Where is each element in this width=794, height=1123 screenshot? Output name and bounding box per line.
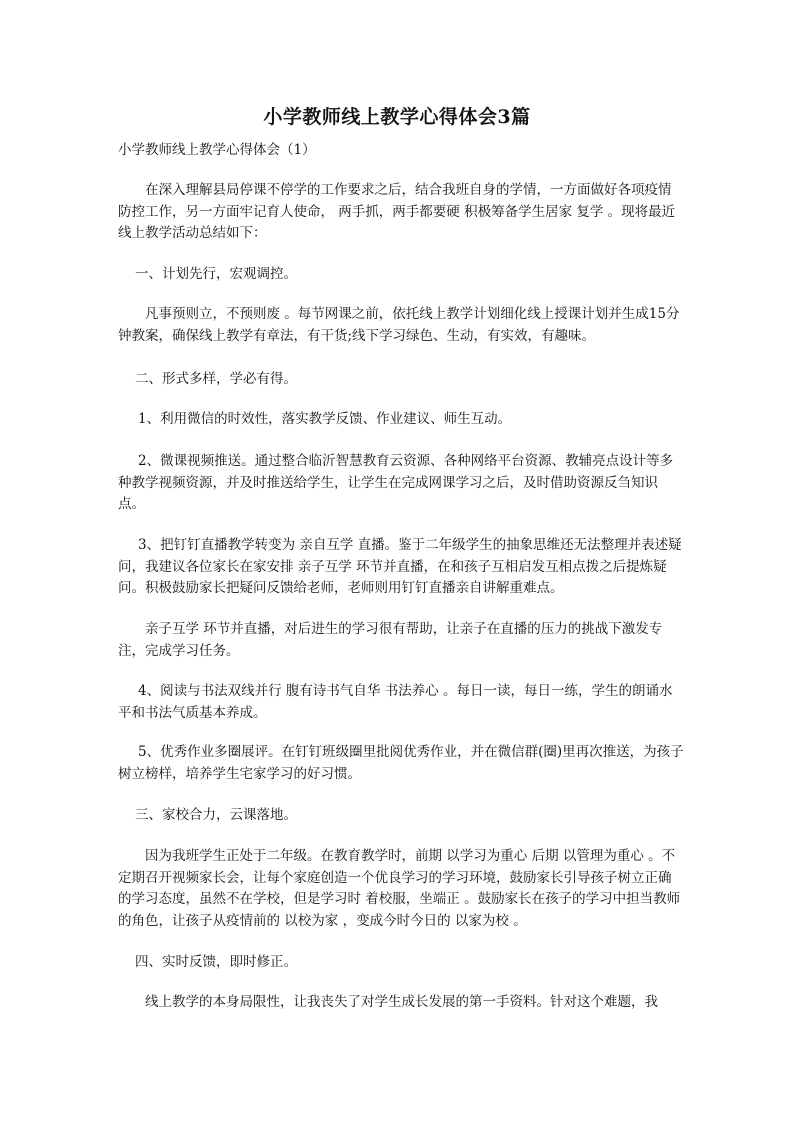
list-item-reading-calligraphy: 4、阅读与书法双线并行 腹有诗书气自华 书法养心 。每日一读，每日一练，学生的朗诵水平和书法气质基本养成。	[118, 683, 673, 721]
section-subtitle: 小学教师线上教学心得体会（1）	[118, 142, 316, 158]
list-item-micro-video: 2、微课视频推送。通过整合临沂智慧教育云资源、各种网络平台资源、教辅亮点设计等多种教学视频资源，并及时推送给学生，让学生在完成网课学习之后，及时借助资源反刍知识点。	[118, 453, 674, 512]
paragraph-home-school: 因为我班学生正处于二年级。在教育教学时，前期 以学习为重心 后期 以管理为重心 。不定期召开视频家长会，让每个家庭创造一个优良学习的学习环境，鼓励家长引导孩子树立正确的学习态度，虽然不在学校，但是学习时 着校服，坐端正 。鼓励家长在孩子的学习中担当教师的角色，让孩子从疫情前的 以校为家 ，变成今时今日的 以家为校 。	[118, 848, 681, 929]
page-title: 小学教师线上教学心得体会3篇	[263, 106, 531, 128]
list-item-homework-showcase: 5、优秀作业多圈展评。在钉钉班级圈里批阅优秀作业，并在微信群(圈)里再次推送，为孩子树立榜样，培养学生宅家学习的好习惯。	[118, 744, 684, 782]
list-item-dingding-live: 3、把钉钉直播教学转变为 亲自互学 直播。鉴于二年级学生的抽象思维还无法整理并表述疑问，我建议各位家长在家安排 亲子互学 环节并直播，在和孩子互相启发互相点拨之后提炼疑问。积极鼓励家长把疑问反馈给老师，老师则用钉钉直播亲自讲解重难点。	[118, 537, 682, 596]
paragraph-parent-child: 亲子互学 环节并直播，对后进生的学习很有帮助，让亲子在直播的压力的挑战下激发专注，完成学习任务。	[118, 621, 663, 659]
list-item-wechat: 1、利用微信的时效性，落实教学反馈、作业建议、师生互动。	[138, 411, 512, 427]
heading-diverse-forms: 二、形式多样，学必有得。	[135, 371, 297, 387]
paragraph-feedback: 线上教学的本身局限性，让我丧失了对学生成长发展的第一手资料。针对这个难题，我	[145, 994, 658, 1010]
heading-feedback: 四、实时反馈，即时修正。	[135, 954, 297, 970]
paragraph-intro: 在深入理解县局停课不停学的工作要求之后，结合我班自身的学情，一方面做好各项疫情防控工作，另一方面牢记育人使命， 两手抓，两手都要硬 积极筹备学生居家 复学 。现将最近线上教学活动总结如下：	[118, 182, 676, 241]
heading-home-school: 三、家校合力，云课落地。	[135, 807, 297, 823]
heading-plan-first: 一、计划先行，宏观调控。	[135, 266, 297, 282]
paragraph-plan: 凡事预则立，不预则废 。每节网课之前，依托线上教学计划细化线上授课计划并生成15分钟教案，确保线上教学有章法，有干货;线下学习绿色、生动，有实效，有趣味。	[118, 306, 680, 344]
